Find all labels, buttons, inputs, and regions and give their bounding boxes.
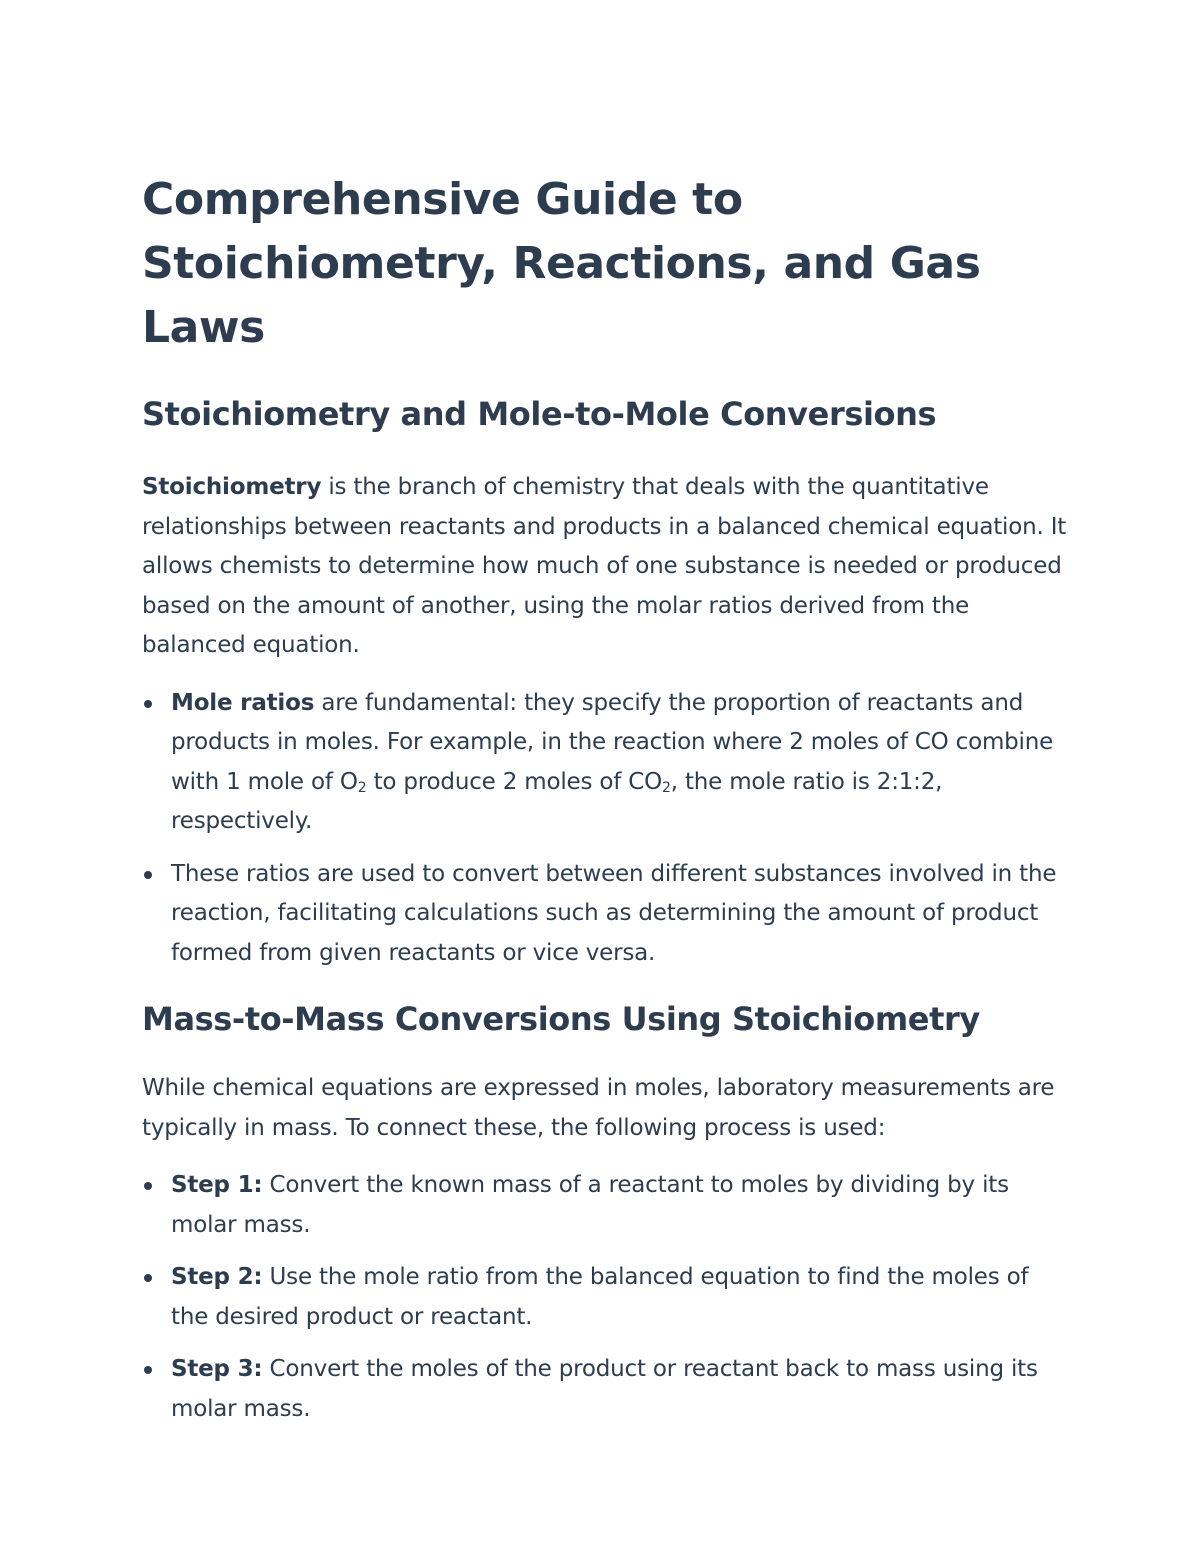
bullet-icon — [144, 1182, 152, 1190]
mole-ratios-text-a: are fundamental: they specify the proportion of reactants and products in moles. For example, in the reaction where 2 moles of CO combine with 1 mole of O — [171, 689, 1054, 795]
list-item-step-1 — [142, 1166, 1067, 1245]
oxygen-subscript: 2 — [357, 779, 367, 796]
mole-ratios-text-c: , the mole ratio is 2:1:2, respectively. — [171, 768, 943, 834]
step-label: Step 2: — [171, 1264, 263, 1290]
list-item-ratio-usage — [142, 855, 1067, 974]
mole-ratios-text-b: to produce 2 moles of CO — [366, 768, 663, 795]
bullet-icon — [144, 700, 152, 708]
section-heading-mass-to-mass: Mass-to-Mass Conversions Using Stoichiometry — [142, 1000, 980, 1038]
bullet-icon — [144, 1366, 152, 1374]
carbon-dioxide-subscript: 2 — [662, 779, 671, 796]
title-line-2: Stoichiometry, Reactions, and Gas Laws — [142, 238, 981, 353]
step-text: Use the mole ratio from the balanced equation to find the moles of the desired product or reactant. — [171, 1264, 1029, 1330]
bullet-icon — [144, 871, 152, 879]
section-1-intro-text: is the branch of chemistry that deals with the quantitative relationships between reactants and products in a balanced chemical equation. It allows chemists to determine how much of one substance is needed or produced based on the amount of another, using the molar ratios derived from the balanced equation. — [142, 474, 1067, 658]
section-1-bullet-list — [142, 684, 1067, 974]
section-1-intro-paragraph — [142, 468, 1067, 666]
step-text: Convert the known mass of a reactant to moles by dividing by its molar mass. — [171, 1172, 1009, 1238]
step-text: Convert the moles of the product or reactant back to mass using its molar mass. — [171, 1356, 1038, 1422]
ratio-usage-text: These ratios are used to convert between different substances involved in the reaction, facilitating calculations such as determining the amount of product formed from given reactants or vice versa. — [171, 860, 1057, 966]
list-item-step-2 — [142, 1258, 1067, 1337]
document-page — [142, 168, 1067, 1442]
section-2-steps-list — [142, 1166, 1067, 1429]
list-item-mole-ratios — [142, 684, 1067, 842]
document-title — [142, 168, 1067, 360]
section-2-intro-paragraph: While chemical equations are expressed in moles, laboratory measurements are typically in mass. To connect these, the following process is used: — [142, 1075, 1055, 1141]
title-line-1: Comprehensive Guide to — [142, 174, 743, 225]
bullet-icon — [144, 1274, 152, 1282]
section-heading-stoichiometry: Stoichiometry and Mole-to-Mole Conversions — [142, 395, 937, 433]
stoichiometry-term: Stoichiometry — [142, 474, 322, 500]
mole-ratios-term: Mole ratios — [171, 689, 315, 716]
step-label: Step 1: — [171, 1172, 263, 1198]
list-item-step-3 — [142, 1350, 1067, 1429]
step-label: Step 3: — [171, 1356, 263, 1382]
